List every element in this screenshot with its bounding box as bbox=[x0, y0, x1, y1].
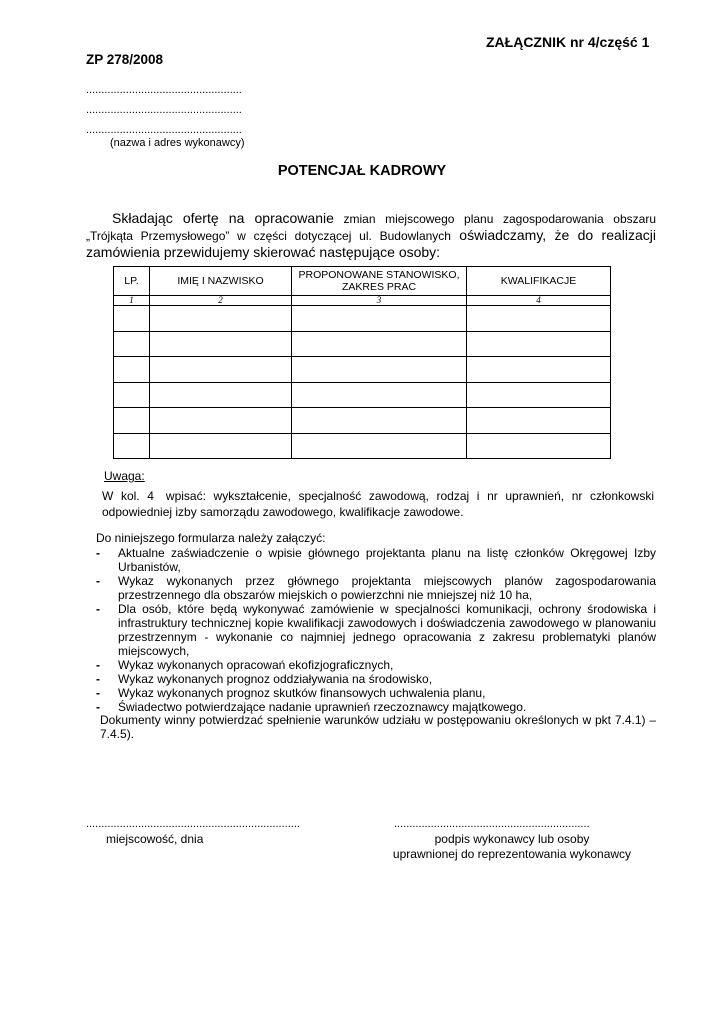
header-lp: LP. bbox=[114, 267, 150, 296]
table-cell[interactable] bbox=[292, 357, 467, 383]
column-number-row bbox=[114, 296, 611, 306]
table-cell[interactable] bbox=[292, 306, 467, 332]
table-cell[interactable] bbox=[150, 382, 292, 408]
table-row bbox=[114, 357, 611, 383]
contractor-caption: (nazwa i adres wykonawcy) bbox=[110, 137, 245, 149]
signature-label-line-1: podpis wykonawcy lub osoby bbox=[434, 832, 590, 846]
table-row bbox=[114, 408, 611, 434]
table-row bbox=[114, 331, 611, 357]
attachment-number: ZAŁĄCZNIK nr 4/część 1 bbox=[486, 34, 650, 50]
list-item: - Wykaz wykonanych prognoz oddziaływania na środowisko, bbox=[96, 672, 433, 686]
table-cell[interactable] bbox=[114, 408, 150, 434]
table-row bbox=[114, 306, 611, 332]
table-cell[interactable] bbox=[467, 306, 611, 332]
table-cell[interactable] bbox=[292, 408, 467, 434]
list-item: - Dla osób, które będą wykonywać zamówienie w specjalności komunikacji, ochrony środowiska i infrastruktury technicznej kopie kwalifikacji zawodowych i doświadczenia zawodowego w planowaniu przestrzennym - wykonanie co najmniej jednego opracowania z zakresu problematyki planów miejscowych, bbox=[96, 602, 656, 658]
table-row bbox=[114, 433, 611, 459]
intro-part-3: oświadczamy, że do realizacji zamówienia przewidujemy skierować następujące osoby: bbox=[86, 227, 656, 260]
table-cell[interactable] bbox=[292, 382, 467, 408]
contractor-line-3: ................................................... bbox=[86, 124, 242, 136]
table-row bbox=[114, 382, 611, 408]
table-cell[interactable] bbox=[467, 357, 611, 383]
table-cell[interactable] bbox=[150, 408, 292, 434]
note-column-ref: W kol. 4 bbox=[102, 489, 154, 503]
case-number: ZP 278/2008 bbox=[86, 52, 164, 67]
signature-label bbox=[384, 832, 640, 862]
table-cell[interactable] bbox=[467, 331, 611, 357]
list-item: - Aktualne zaświadczenie o wpisie głównego projektanta planu na listę członków Okręgowej Izby Urbanistów, bbox=[96, 546, 656, 574]
table-cell[interactable] bbox=[467, 382, 611, 408]
header-name: IMIĘ I NAZWISKO bbox=[150, 267, 292, 296]
col-num-3: 3 bbox=[292, 296, 467, 306]
table-cell[interactable] bbox=[150, 306, 292, 332]
intro-part-2: zmian miejscowego planu zagospodarowania obszaru „Trójkąta Przemysłowego” w części dotyczącej ul. Budowlanych bbox=[86, 212, 656, 243]
place-date-label: miejscowość, dnia bbox=[106, 832, 204, 846]
staff-table bbox=[113, 266, 611, 459]
contractor-line-1: ................................................... bbox=[86, 84, 242, 96]
col-num-4: 4 bbox=[467, 296, 611, 306]
documents-note: Dokumenty winny potwierdzać spełnienie warunków udziału w postępowaniu określonych w pkt 7.4.1) – 7.4.5). bbox=[100, 713, 656, 741]
table-cell[interactable] bbox=[114, 382, 150, 408]
table-cell[interactable] bbox=[150, 357, 292, 383]
signature-label-line-2: uprawnionej do reprezentowania wykonawcy bbox=[392, 847, 632, 861]
header-qualifications: KWALIFIKACJE bbox=[467, 267, 611, 296]
table-cell[interactable] bbox=[150, 331, 292, 357]
list-item: - Wykaz wykonanych prognoz skutków finansowych uchwalenia planu, bbox=[96, 686, 486, 700]
header-position: PROPONOWANE STANOWISKO, ZAKRES PRAC bbox=[292, 267, 467, 296]
list-item: - Wykaz wykonanych przez głównego projektanta miejscowych planów zagospodarowania przestrzennego dla obszarów miejskich o powierzchni nie mniejszej niż 10 ha, bbox=[96, 574, 656, 602]
attachments-list bbox=[96, 546, 656, 714]
col-num-2: 2 bbox=[150, 296, 292, 306]
list-item: - Świadectwo potwierdzające nadanie uprawnień rzeczoznawcy majątkowego. bbox=[96, 700, 527, 714]
contractor-line-2: ................................................... bbox=[86, 104, 242, 116]
note-body: wpisać: wykształcenie, specjalność zawodową, rodzaj i nr uprawnień, nr członkowski odpowiedniej izby samorządu zawodowego, kwalifikacje zawodowe. bbox=[102, 489, 655, 519]
intro-paragraph bbox=[86, 210, 656, 261]
list-item: - Wykaz wykonanych opracowań ekofizjograficznych, bbox=[96, 658, 394, 672]
note-label: Uwaga: bbox=[104, 469, 145, 483]
table-cell[interactable] bbox=[467, 408, 611, 434]
col-num-1: 1 bbox=[114, 296, 150, 306]
table-cell[interactable] bbox=[114, 433, 150, 459]
table-cell[interactable] bbox=[467, 433, 611, 459]
table-cell[interactable] bbox=[292, 433, 467, 459]
intro-part-1: Składając ofertę na opracowanie bbox=[112, 210, 334, 226]
place-date-line: ...................................................................... bbox=[86, 818, 300, 830]
signature-line: ................................................................ bbox=[394, 818, 590, 830]
table-cell[interactable] bbox=[114, 357, 150, 383]
table-cell[interactable] bbox=[114, 306, 150, 332]
document-title: POTENCJAŁ KADROWY bbox=[277, 163, 447, 179]
table-cell[interactable] bbox=[150, 433, 292, 459]
table-cell[interactable] bbox=[114, 331, 150, 357]
note-text bbox=[102, 488, 654, 520]
table-header-row bbox=[114, 267, 611, 296]
table-cell[interactable] bbox=[292, 331, 467, 357]
attachments-heading: Do niniejszego formularza należy załączyć: bbox=[96, 531, 326, 545]
